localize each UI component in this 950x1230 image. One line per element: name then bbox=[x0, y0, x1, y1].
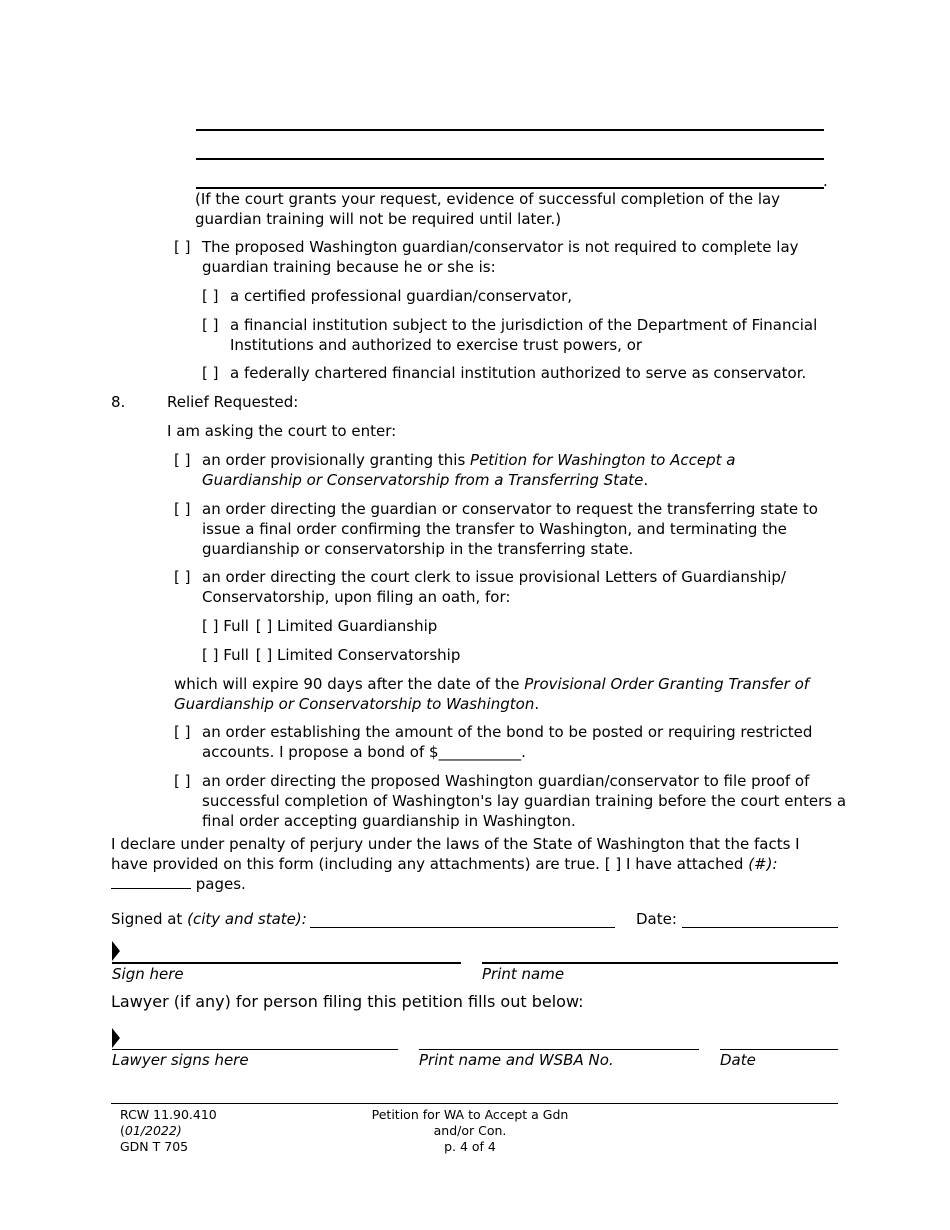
option-financial-text: a financial institution subject to the jurisdiction of the Department of Financial Institutions and authorized to exercise trust powers, or bbox=[230, 316, 818, 354]
continuation-note: (If the court grants your request, evidence of successful completion of the lay guardian training will not be required until later.) bbox=[195, 190, 781, 228]
option-certified-text: a certified professional guardian/conservator, bbox=[230, 287, 573, 305]
limited-guardianship-label: Limited Guardianship bbox=[276, 617, 438, 635]
print-name-wsba-caption: Print name and WSBA No. bbox=[419, 1051, 614, 1069]
relief-item-4-checkbox[interactable]: [ ] bbox=[174, 723, 191, 741]
expiration-note bbox=[174, 674, 824, 714]
option-financial-institution bbox=[202, 315, 852, 355]
blank-line-2[interactable] bbox=[196, 158, 824, 160]
full-conservatorship-label: Full bbox=[223, 646, 249, 664]
lawyer-signs-caption: Lawyer signs here bbox=[112, 1051, 249, 1069]
expiration-end: . bbox=[534, 695, 540, 713]
full-guardianship-checkbox[interactable]: [ ] bbox=[202, 617, 219, 635]
attachments-checkbox[interactable]: [ ] bbox=[604, 855, 622, 873]
relief-item-1-text: an order provisionally granting this bbox=[202, 451, 471, 469]
attachments-count-label: (#): bbox=[748, 855, 778, 873]
footer-title-line2: and/or Con. bbox=[433, 1123, 507, 1138]
relief-item-2-text: an order directing the guardian or conservator to request the transferring state to issue a final order confirming the transfer to Washington, and terminating the guardianship or conservatorship in the transferring state. bbox=[202, 500, 818, 558]
section-intro: I am asking the court to enter: bbox=[167, 422, 397, 440]
relief-item-bond bbox=[174, 722, 842, 762]
print-name-caption: Print name bbox=[482, 965, 565, 983]
footer-page: p. 4 of 4 bbox=[444, 1139, 496, 1154]
conservatorship-options bbox=[202, 645, 460, 665]
relief-item-1-checkbox[interactable]: [ ] bbox=[174, 451, 191, 469]
lawyer-sign-arrow-icon bbox=[112, 1028, 120, 1048]
relief-item-letters bbox=[174, 567, 842, 607]
footer-title-line1: Petition for WA to Accept a Gdn bbox=[371, 1107, 569, 1122]
relief-item-1-title: Petition for Washington to Accept a Guardianship or Conservatorship from a Transferring State bbox=[202, 451, 736, 489]
footer-center bbox=[340, 1107, 600, 1155]
relief-item-4-text: an order establishing the amount of the bond to be posted or requiring restricted accounts. I propose a bond of $___________. bbox=[202, 723, 813, 761]
relief-item-5-checkbox[interactable]: [ ] bbox=[174, 772, 191, 790]
pages-label: pages. bbox=[195, 875, 246, 893]
footer-version-date: 01/2022) bbox=[124, 1123, 182, 1138]
relief-item-final-order bbox=[174, 499, 852, 559]
section-title: Relief Requested: bbox=[167, 393, 299, 411]
relief-item-5-text: an order directing the proposed Washington guardian/conservator to file proof of successful completion of Washington's lay guardian training before the court enters a final order accepting guardianship in Washington. bbox=[202, 772, 847, 830]
signed-at-field[interactable] bbox=[310, 927, 615, 928]
date-label: Date: bbox=[636, 910, 677, 928]
blank-line-period: . bbox=[823, 172, 828, 190]
relief-item-3-text: an order directing the court clerk to issue provisional Letters of Guardianship/ Conservatorship, upon filing an oath, for: bbox=[202, 568, 786, 606]
option-certified-checkbox[interactable]: [ ] bbox=[202, 287, 219, 305]
footer-rcw: RCW 11.90.410 bbox=[120, 1107, 217, 1122]
sign-here-caption: Sign here bbox=[112, 965, 184, 983]
full-conservatorship-checkbox[interactable]: [ ] bbox=[202, 646, 219, 664]
not-required-text: The proposed Washington guardian/conservator is not required to complete lay guardian training because he or she is: bbox=[202, 238, 799, 276]
footer-form-code: GDN T 705 bbox=[120, 1139, 189, 1154]
date-field[interactable] bbox=[682, 927, 838, 928]
limited-conservatorship-checkbox[interactable]: [ ] bbox=[255, 646, 273, 664]
option-federal-checkbox[interactable]: [ ] bbox=[202, 364, 219, 382]
not-required-item bbox=[174, 237, 842, 277]
limited-guardianship-checkbox[interactable]: [ ] bbox=[255, 617, 273, 635]
sign-arrow-icon bbox=[112, 941, 120, 961]
relief-item-2-checkbox[interactable]: [ ] bbox=[174, 500, 191, 518]
footer-version bbox=[120, 1123, 217, 1139]
guardianship-options bbox=[202, 616, 437, 636]
signed-at-hint: (city and state): bbox=[187, 910, 307, 928]
lawyer-heading: Lawyer (if any) for person filing this petition fills out below: bbox=[111, 992, 584, 1011]
blank-line-1[interactable] bbox=[196, 129, 824, 131]
footer-left bbox=[120, 1107, 217, 1155]
relief-item-3-checkbox[interactable]: [ ] bbox=[174, 568, 191, 586]
lawyer-date-caption: Date bbox=[720, 1051, 756, 1069]
attachments-label: I have attached bbox=[626, 855, 744, 873]
option-certified bbox=[202, 286, 850, 306]
section-number: 8. bbox=[111, 393, 126, 411]
relief-item-provisional bbox=[174, 450, 802, 490]
signed-at-label: Signed at bbox=[111, 910, 183, 928]
option-financial-checkbox[interactable]: [ ] bbox=[202, 316, 219, 334]
signed-at-row bbox=[111, 909, 307, 929]
expiration-text: which will expire 90 days after the date of the bbox=[174, 675, 525, 693]
full-guardianship-label: Full bbox=[223, 617, 249, 635]
attachments-count-field[interactable] bbox=[111, 874, 191, 889]
expiration-order-title: Provisional Order Granting Transfer of Guardianship or Conservatorship to Washington bbox=[174, 675, 810, 713]
declaration-text: I declare under penalty of perjury under the laws of the State of Washington that the facts I have provided on this form (including any attachments) are true. bbox=[111, 835, 800, 873]
option-federal-text: a federally chartered financial institution authorized to serve as conservator. bbox=[230, 364, 807, 382]
limited-conservatorship-label: Limited Conservatorship bbox=[276, 646, 461, 664]
relief-item-training-proof bbox=[174, 771, 867, 831]
relief-item-1-end: . bbox=[643, 471, 649, 489]
not-required-checkbox[interactable]: [ ] bbox=[174, 238, 191, 256]
footer-rule bbox=[111, 1103, 838, 1104]
declaration bbox=[111, 834, 841, 894]
option-federal-institution bbox=[202, 363, 870, 383]
footer-version-paren: ( bbox=[120, 1123, 125, 1138]
